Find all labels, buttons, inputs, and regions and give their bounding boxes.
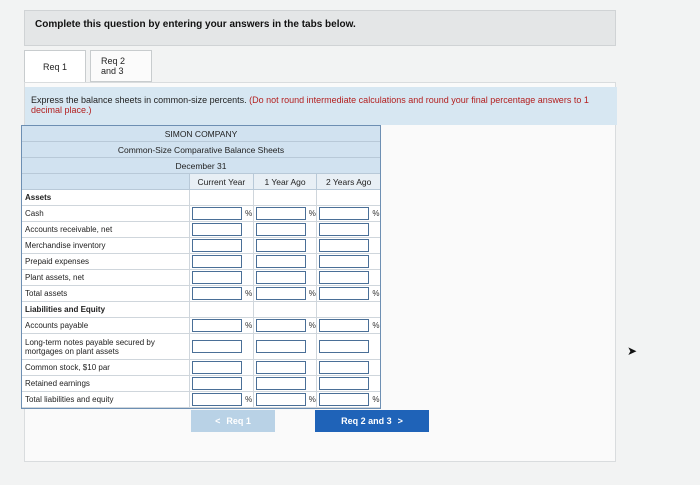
table-cell (316, 190, 380, 205)
table-cell (189, 206, 253, 221)
table-cell (189, 270, 253, 285)
percent-input[interactable] (192, 361, 242, 374)
table-cell (316, 254, 380, 269)
mouse-cursor-icon: ➤ (627, 344, 638, 358)
question-content (24, 82, 616, 462)
percent-sign: % (372, 395, 380, 404)
table-cell (253, 376, 317, 391)
sheet-date: December 31 (22, 158, 380, 174)
prev-req-button[interactable] (191, 410, 275, 432)
percent-input[interactable] (256, 223, 306, 236)
table-row (22, 206, 380, 222)
percent-sign: % (308, 209, 316, 218)
percent-input[interactable] (319, 361, 369, 374)
table-cell (316, 392, 380, 407)
table-cell (253, 238, 317, 253)
percent-sign: % (245, 321, 253, 330)
instruction-text: Complete this question by entering your answers in the tabs below. (35, 19, 356, 30)
percent-input[interactable] (192, 377, 242, 390)
table-cell (316, 270, 380, 285)
next-button-label: Req 2 and 3 (341, 416, 392, 426)
col-2-years-ago: 2 Years Ago (316, 174, 380, 189)
percent-input[interactable] (192, 239, 242, 252)
table-row (22, 392, 380, 408)
row-label: Common stock, $10 par (25, 363, 110, 372)
table-cell (253, 254, 317, 269)
percent-sign: % (372, 209, 380, 218)
percent-sign: % (308, 289, 316, 298)
table-row (22, 334, 380, 360)
percent-input[interactable] (256, 340, 306, 353)
percent-input[interactable] (319, 255, 369, 268)
percent-input[interactable] (192, 271, 242, 284)
table-cell (253, 222, 317, 237)
percent-input[interactable] (256, 207, 306, 220)
table-cell (189, 318, 253, 333)
percent-input[interactable] (256, 239, 306, 252)
prompt-note: (Do not round intermediate calculations and round your final percentage answers to 1 decimal place.) (31, 95, 589, 115)
table-cell (316, 222, 380, 237)
percent-sign: % (245, 209, 253, 218)
percent-input[interactable] (192, 393, 242, 406)
percent-input[interactable] (319, 377, 369, 390)
row-label: Retained earnings (25, 379, 90, 388)
row-label: Assets (25, 193, 52, 202)
percent-input[interactable] (319, 271, 369, 284)
percent-input[interactable] (256, 377, 306, 390)
chevron-left-icon: < (215, 416, 221, 426)
row-label: Merchandise inventory (25, 241, 106, 250)
next-req-button[interactable] (315, 410, 429, 432)
table-row (22, 190, 380, 206)
percent-input[interactable] (319, 340, 369, 353)
row-label: Total liabilities and equity (25, 395, 114, 404)
table-cell (189, 222, 253, 237)
table-cell (189, 360, 253, 375)
table-cell (316, 360, 380, 375)
table-row (22, 270, 380, 286)
row-label: Total assets (25, 289, 68, 298)
table-cell (253, 318, 317, 333)
percent-input[interactable] (192, 340, 242, 353)
table-cell (316, 206, 380, 221)
percent-input[interactable] (192, 223, 242, 236)
table-row (22, 254, 380, 270)
table-cell (253, 302, 317, 317)
row-label: Cash (25, 209, 44, 218)
table-cell (253, 392, 317, 407)
row-label: Prepaid expenses (25, 257, 90, 266)
table-cell (316, 286, 380, 301)
percent-sign: % (308, 395, 316, 404)
table-row (22, 222, 380, 238)
table-cell (253, 360, 317, 375)
prompt-box (25, 87, 617, 125)
table-cell (189, 302, 253, 317)
percent-input[interactable] (319, 207, 369, 220)
navigation-buttons (191, 410, 429, 432)
table-row (22, 286, 380, 302)
table-cell (253, 270, 317, 285)
table-cell (189, 190, 253, 205)
tab-bar (24, 50, 156, 82)
table-cell (253, 190, 317, 205)
percent-input[interactable] (192, 287, 242, 300)
percent-sign: % (372, 321, 380, 330)
percent-sign: % (308, 321, 316, 330)
instruction-banner (24, 10, 616, 46)
row-label: Accounts payable (25, 321, 89, 330)
table-cell (189, 254, 253, 269)
percent-input[interactable] (256, 361, 306, 374)
percent-input[interactable] (256, 393, 306, 406)
table-cell (189, 238, 253, 253)
row-label: Liabilities and Equity (25, 305, 106, 314)
percent-input[interactable] (319, 223, 369, 236)
table-cell (253, 334, 317, 359)
table-cell (253, 286, 317, 301)
table-cell (189, 334, 253, 359)
table-row (22, 238, 380, 254)
percent-input[interactable] (192, 319, 242, 332)
row-label: Plant assets, net (25, 273, 85, 282)
percent-input[interactable] (256, 319, 306, 332)
col-current-year: Current Year (189, 174, 253, 189)
table-cell (189, 392, 253, 407)
table-cell (189, 376, 253, 391)
tab-req-1[interactable]: Req 1 (24, 50, 86, 82)
row-label: Accounts receivable, net (25, 225, 113, 234)
percent-input[interactable] (256, 255, 306, 268)
table-row (22, 318, 380, 334)
table-cell (316, 302, 380, 317)
percent-input[interactable] (319, 287, 369, 300)
percent-sign: % (245, 395, 253, 404)
table-cell (189, 286, 253, 301)
percent-input[interactable] (256, 287, 306, 300)
table-cell (316, 334, 380, 359)
table-cell (316, 376, 380, 391)
percent-sign: % (245, 289, 253, 298)
percent-input[interactable] (319, 319, 369, 332)
table-body (22, 190, 380, 408)
column-header-row (22, 174, 380, 190)
prev-button-label: Req 1 (226, 416, 251, 426)
table-row (22, 360, 380, 376)
balance-sheet-table (21, 125, 381, 409)
table-row (22, 376, 380, 392)
table-cell (253, 206, 317, 221)
table-cell (316, 318, 380, 333)
tab-req-2-and-3[interactable]: Req 2 and 3 (90, 50, 152, 82)
table-cell (316, 238, 380, 253)
sheet-title: Common-Size Comparative Balance Sheets (22, 142, 380, 158)
label-column-header (22, 174, 189, 189)
prompt-text: Express the balance sheets in common-size percents. (31, 95, 247, 105)
percent-input[interactable] (256, 271, 306, 284)
percent-input[interactable] (319, 393, 369, 406)
percent-input[interactable] (192, 207, 242, 220)
percent-input[interactable] (319, 239, 369, 252)
chevron-right-icon: > (397, 416, 403, 426)
row-label: Long-term notes payable secured by mortgages on plant assets (25, 337, 155, 356)
company-header: SIMON COMPANY (22, 126, 380, 142)
percent-sign: % (372, 289, 380, 298)
col-1-year-ago: 1 Year Ago (253, 174, 317, 189)
table-row (22, 302, 380, 318)
percent-input[interactable] (192, 255, 242, 268)
